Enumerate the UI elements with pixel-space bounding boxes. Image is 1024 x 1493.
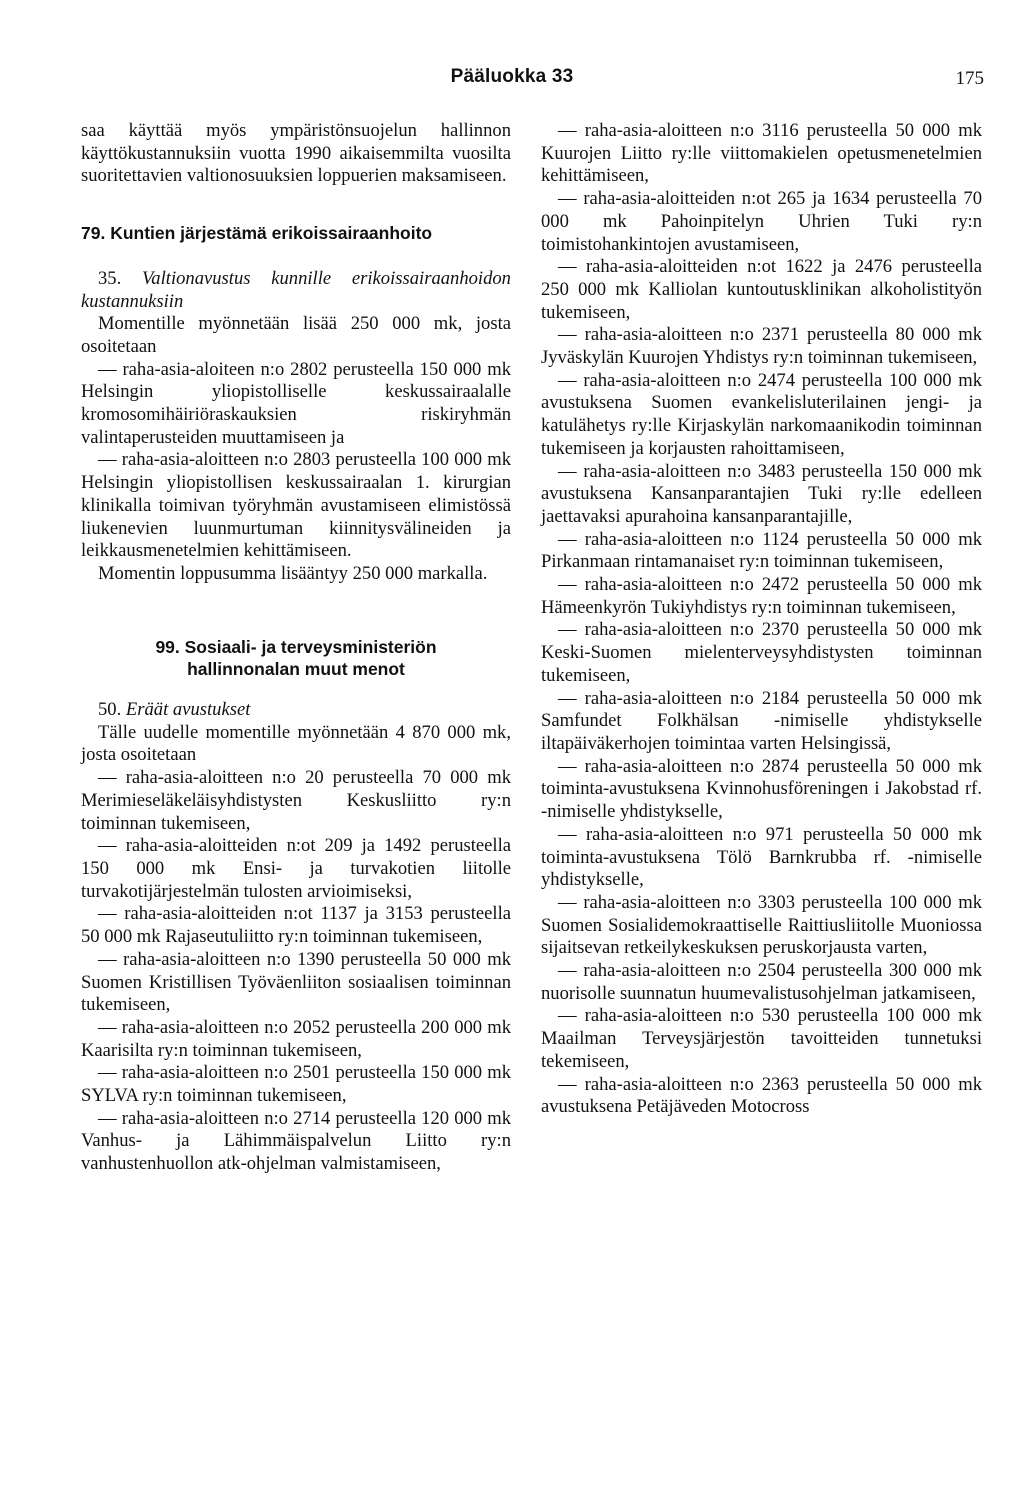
intro-paragraph: saa käyttää myös ympäristönsuojelun hallinnon käyttökustannuksiin vuotta 1990 aikaisemmilta vuosilta suoritettavien valtionosuuksien loppuerien maksamiseen. xyxy=(81,120,511,187)
list-item: — raha-asia-aloitteen n:o 2474 perusteella 100 000 mk avustuksena Suomen evankelisluterilainen jengi- ja katulähetys ry:lle Kirjaskylän narkomaanikodin toiminnan tukemiseen ja korjausten rahoittamiseen, xyxy=(541,369,982,459)
page-number: 175 xyxy=(955,68,984,89)
list-item: — raha-asia-aloitteen n:o 2370 perusteella 50 000 mk Keski-Suomen mielenterveysyhdistysten toiminnan tukemiseen, xyxy=(541,619,982,686)
list-item: — raha-asia-aloitteen n:o 3303 perusteella 100 000 mk Suomen Sosialidemokraattiselle Raittiusliitolle Muoniossa sijaitsevan retkeilykeskuksen peruskorjausta varten, xyxy=(541,891,982,959)
list-item: — raha-asia-aloitteen n:o 2714 perusteella 120 000 mk Vanhus- ja Lähimmäispalvelun Liitto ry:n vanhustenhuollon atk-ohjelman valmistamiseen, xyxy=(81,1107,511,1175)
list-item: — raha-asia-aloitteen n:o 2371 perusteella 80 000 mk Jyväskylän Kuurojen Yhdistys ry:n toiminnan tukemiseen, xyxy=(541,324,982,369)
list-item: — raha-asia-aloitteen n:o 2874 perusteella 50 000 mk toiminta-avustuksena Kvinnohusföreningen i Jakobstad rf. -nimiselle yhdistykselle, xyxy=(541,755,982,823)
item-35-paragraph: Momentille myönnetään lisää 250 000 mk, josta osoitetaan xyxy=(81,313,511,357)
list-item: — raha-asia-aloitteen n:o 1390 perusteella 50 000 mk Suomen Kristillisen Työväenliiton sosiaalisen toiminnan tukemiseen, xyxy=(81,948,511,1016)
left-column xyxy=(81,120,511,1176)
list-item: — raha-asia-aloitteiden n:ot 265 ja 1634 perusteella 70 000 mk Pahoinpitelyn Uhrien Tuki ry:n toimistohankintojen avustamiseen, xyxy=(541,188,982,255)
item-50-number: 50. xyxy=(98,699,122,721)
list-item: — raha-asia-aloitteen n:o 2472 perusteella 50 000 mk Hämeenkyrön Tukiyhdistys ry:n toiminnan tukemiseen, xyxy=(541,574,982,618)
item-35-paragraph: Momentin loppusumma lisääntyy 250 000 markalla. xyxy=(98,562,488,584)
section-99-heading-line2: hallinnonalan muut menot xyxy=(187,659,405,680)
item-50-title xyxy=(81,699,511,722)
item-35-title-text: Valtionavustus kunnille erikoissairaanhoidon kustannuksiin xyxy=(81,267,511,312)
item-35-paragraph: — raha-asia-aloitteen n:o 2803 perusteella 100 000 mk Helsingin yliopistollisen keskussairaalan 1. kirurgian klinikalla toimivan työryhmän avustamiseen elimistössä liukenevien luunmurtuman kiinnitysvälineiden ja leikkausmenetelmien kehittämiseen. xyxy=(81,449,511,562)
list-item: — raha-asia-aloitteen n:o 3116 perusteella 50 000 mk Kuurojen Liitto ry:lle viittomakielen opetusmenetelmien kehittämiseen, xyxy=(541,120,982,187)
item-35-paragraph: — raha-asia-aloiteen n:o 2802 perusteella 150 000 mk Helsingin yliopistolliselle keskussairaalalle kromosomihäiriöraskauksien riskiryhmän valintaperusteiden muuttamiseen ja xyxy=(81,358,511,448)
list-item: — raha-asia-aloitteiden n:ot 209 ja 1492 perusteella 150 000 mk Ensi- ja turvakotien liitolle turvakotijärjestelmän tulosten arvioimiseksi, xyxy=(81,835,511,902)
list-item: — raha-asia-aloitteen n:o 1124 perusteella 50 000 mk Pirkanmaan rintamanaiset ry:n toiminnan tukemiseen, xyxy=(541,528,982,573)
list-item: — raha-asia-aloitteiden n:ot 1622 ja 2476 perusteella 250 000 mk Kalliolan kuntoutusklinikan alkoholistityön tukemiseen, xyxy=(541,256,982,323)
page-header-title: Pääluokka 33 xyxy=(450,66,574,87)
list-item: — raha-asia-aloitteen n:o 2363 perusteella 50 000 mk avustuksena Petäjäveden Motocross xyxy=(541,1073,982,1118)
list-item: — raha-asia-aloitteen n:o 3483 perusteella 150 000 mk avustuksena Kansanparantajien Tuki ry:lle edelleen jaettavaksi apurahoina kansanparantajille, xyxy=(541,460,982,527)
item-50-paragraph: Tälle uudelle momentille myönnetään 4 870 000 mk, josta osoitetaan xyxy=(81,721,511,766)
list-item: — raha-asia-aloitteen n:o 20 perusteella 70 000 mk Merimieseläkeläisyhdistysten Keskusliitto ry:n toiminnan tukemiseen, xyxy=(81,767,511,834)
section-99-heading-line1: 99. Sosiaali- ja terveysministeriön xyxy=(155,636,437,657)
item-35-title xyxy=(81,268,511,313)
list-item: — raha-asia-aloitteen n:o 2052 perusteella 200 000 mk Kaarisilta ry:n toiminnan tukemiseen, xyxy=(81,1016,511,1061)
list-item: — raha-asia-aloitteen n:o 2184 perusteella 50 000 mk Samfundet Folkhälsan -nimiselle yhdistykselle iltapäiväkerhojen toimintaa varten Helsingissä, xyxy=(541,687,982,754)
item-35-number: 35. xyxy=(98,267,122,289)
right-column xyxy=(541,120,982,1119)
list-item: — raha-asia-aloitteen n:o 2504 perusteella 300 000 mk nuorisolle suunnatun huumevalistusohjelman jatkamiseen, xyxy=(541,960,982,1004)
item-50-title-text: Eräät avustukset xyxy=(125,699,251,721)
list-item: — raha-asia-aloitteen n:o 530 perusteella 100 000 mk Maailman Terveysjärjestön tavoitteiden tunnetuksi tekemiseen, xyxy=(541,1005,982,1072)
section-79-heading: 79. Kuntien järjestämä erikoissairaanhoito xyxy=(81,223,433,244)
list-item: — raha-asia-aloitteiden n:ot 1137 ja 3153 perusteella 50 000 mk Rajaseutuliitto ry:n toiminnan tukemiseen, xyxy=(81,903,511,948)
list-item: — raha-asia-aloitteen n:o 971 perusteella 50 000 mk toiminta-avustuksena Tölö Barnkrubba rf. -nimiselle yhdistykselle, xyxy=(541,823,982,891)
list-item: — raha-asia-aloitteen n:o 2501 perusteella 150 000 mk SYLVA ry:n toiminnan tukemiseen, xyxy=(81,1062,511,1107)
